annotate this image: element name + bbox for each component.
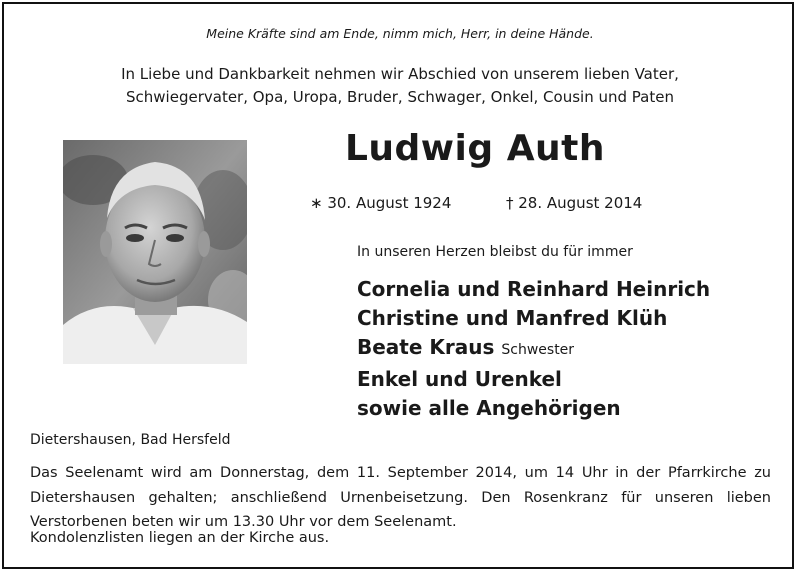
motto-verse: Meine Kräfte sind am Ende, nimm mich, Herr, in deine Hände. xyxy=(206,26,594,41)
portrait-image xyxy=(63,140,247,364)
mourners-list xyxy=(357,275,710,423)
mourner-entry xyxy=(357,275,710,304)
mourner-entry xyxy=(357,365,710,394)
mourner-name: Enkel und Urenkel xyxy=(357,367,562,391)
birth-date: ∗ 30. August 1924 xyxy=(310,194,452,212)
mourner-entry xyxy=(357,394,710,423)
service-notice: Das Seelenamt wird am Donnerstag, dem 11. September 2014, um 14 Uhr in der Pfarrkirche zu Dietershausen gehalten; anschließend Urnenbeisetzung. Den Rosenkranz für unseren lieben Verstorbenen beten wir um 13.30 Uhr vor dem Seelenamt. xyxy=(30,465,771,530)
mourner-entry xyxy=(357,333,710,365)
portrait-photo xyxy=(63,140,247,364)
mourner-name: Christine und Manfred Klüh xyxy=(357,306,668,330)
intro-line-1: In Liebe und Dankbarkeit nehmen wir Abschied von unserem lieben Vater, xyxy=(121,65,679,83)
place-line: Dietershausen, Bad Hersfeld xyxy=(30,432,231,448)
remembrance-line: In unseren Herzen bleibst du für immer xyxy=(357,244,633,260)
mourner-entry xyxy=(357,304,710,333)
death-date: † 28. August 2014 xyxy=(506,194,643,212)
intro-text xyxy=(0,63,800,109)
mourner-relation: Schwester xyxy=(501,342,575,358)
mourner-name: sowie alle Angehörigen xyxy=(357,396,621,420)
mourner-name: Cornelia und Reinhard Heinrich xyxy=(357,277,711,301)
condolence-note: Kondolenzlisten liegen an der Kirche aus. xyxy=(30,530,330,546)
deceased-name: Ludwig Auth xyxy=(344,128,606,169)
intro-line-2: Schwiegervater, Opa, Uropa, Bruder, Schwager, Onkel, Cousin und Paten xyxy=(126,88,674,106)
mourner-name: Beate Kraus xyxy=(357,335,495,359)
